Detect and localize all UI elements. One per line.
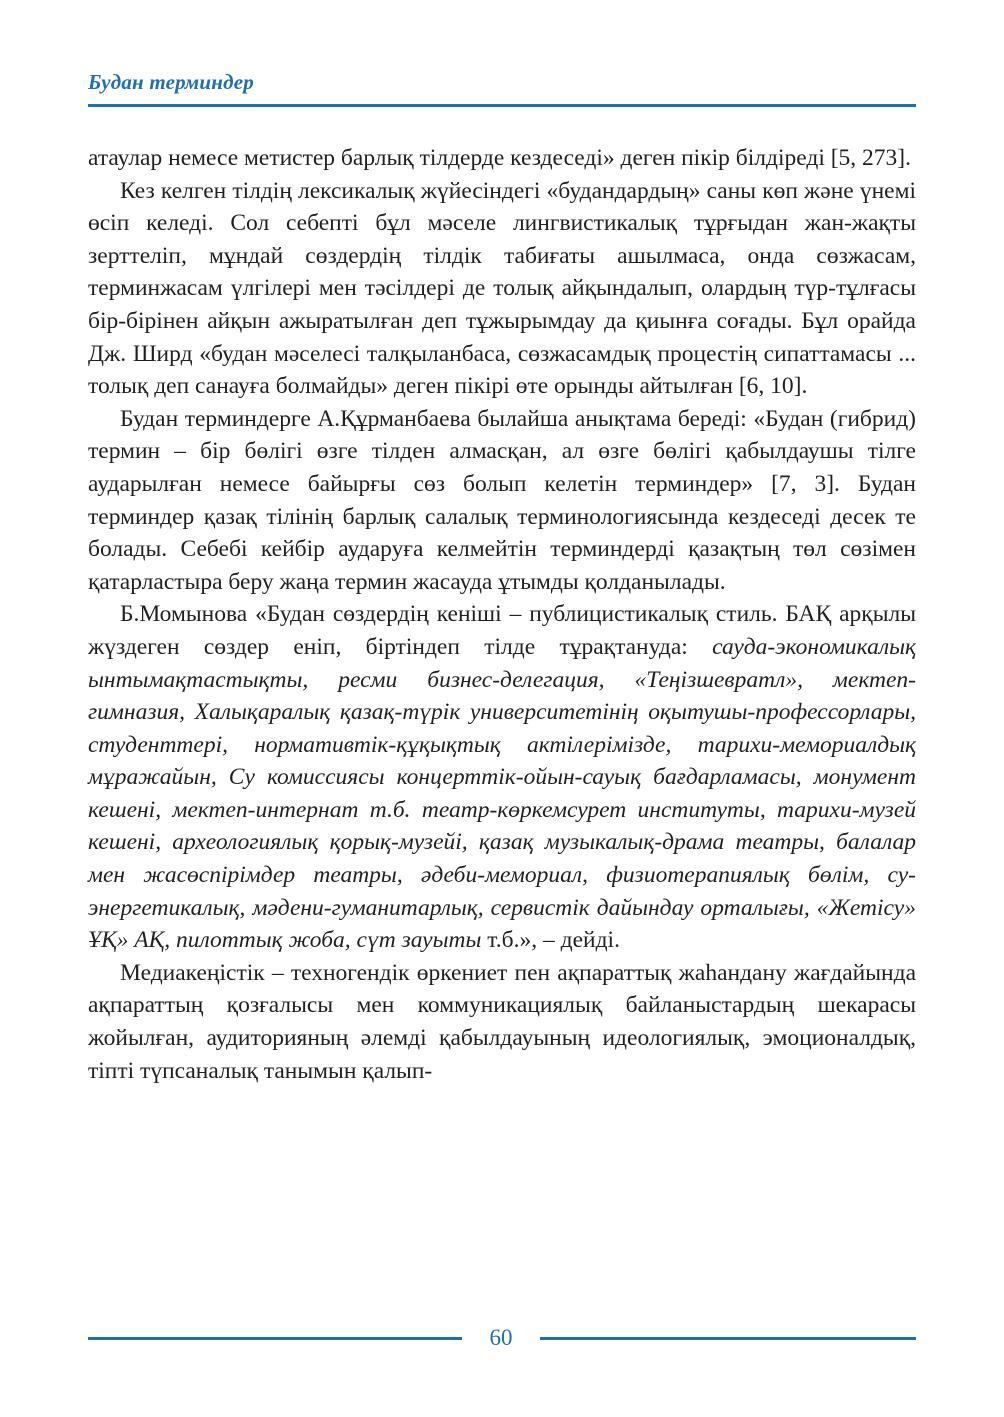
quote-examples: сауда-экономикалық ынтымақтастықты, ресми бизнес-делегация, «Теңізшевратл», мектеп-гимназия, Халықаралық қазақ-түрік университетінің оқытушы-профессорлары, студенттері, нормативтік-құқықтық актілерімізде, тарихи-мемориалдық мұражайын, Су комиссиясы концерттік-ойын-сауық бағдарламасы, монумент кешені, мектеп-интернат т.б. театр-көркемсурет институты, тарихи-музей кешені, археологиялық қорық-музейі, қазақ музыкалық-драма театры, балалар мен жасөспірімдер театры, әдеби-мемориал, физиотерапиялық бөлім, су-энергетикалық, мәдени-гуманитарлық, сервистік дайындау орталығы, «Жетісу» ҰҚ» АҚ, пилоттық жоба, сүт зауыты [88,633,916,954]
paragraph-continuation: атаулар немесе метистер барлық тілдерде кездеседі» деген пікір білдіреді [5, 273]. [88,145,911,171]
footer-rule-left [88,1337,462,1340]
paragraph-momynova-quote [88,598,916,957]
running-title: Будан терминдер [88,70,254,94]
quote-tail: т.б.», – дейді. [481,927,620,954]
body-text [88,142,916,1087]
paragraph-hybrid-words: Кез келген тілдің лексикалық жүйесіндегі «будандардың» саны көп және үнемі өсіп келеді. Сол себепті бұл мәселе лингвистикалық тұрғыдан жан-жақты зерттеліп, мұндай сөздердің тілдік табиғаты ашылмаса, онда сөзжасам, терминжасам үлгілері мен тәсілдері де толық айқындалып, олардың түр-тұлғасы бір-бірінен айқын ажыратылған деп тұжырымдау да қиынға соғады. Бұл орайда Дж. Ширд «будан мәселесі талқыланбаса, сөзжасамдық процестің сипаттамасы ... толық деп санауға болмайды» деген пікірі өте орынды айтылған [6, 10]. [88,177,916,400]
paragraph-kurmanbaeva-definition: Будан терминдерге А.Құрманбаева былайша анықтама береді: «Будан (гибрид) термин – бір бөлігі өзге тілден алмасқан, ал өзге бөлігі қабылдаушы тілге аударылған немесе байырғы сөз болып келетін терминдер» [7, 3]. Будан терминдер қазақ тілінің барлық салалық терминологиясында кездеседі десек те болады. Себебі кейбір аударуға келмейтін терминдерді қазақтың төл сөзімен қатарластыра беру жаңа термин жасауда ұтымды қолданылады. [88,405,916,595]
header-rule [88,104,916,107]
page-number: 60 [489,1325,513,1350]
footer-rule-right [540,1337,916,1340]
quote-lead: Б.Момынова «Будан сөздердің кеніші – публицистикалық стиль. БАҚ арқылы жүздеген сөздер еніп, біртіндеп тілде тұрақтануда: [88,601,916,660]
paragraph-media-space: Медиакеңістік – техногендік өркениет пен ақпараттық жаһандану жағдайында ақпараттың қозғалысы мен коммуникациялық байланыстардың шекарасы жойылған, аудиторияның әлемді қабылдауының идеологиялық, эмоционалдық, тіпті түпсаналық танымын қалып- [88,959,916,1084]
